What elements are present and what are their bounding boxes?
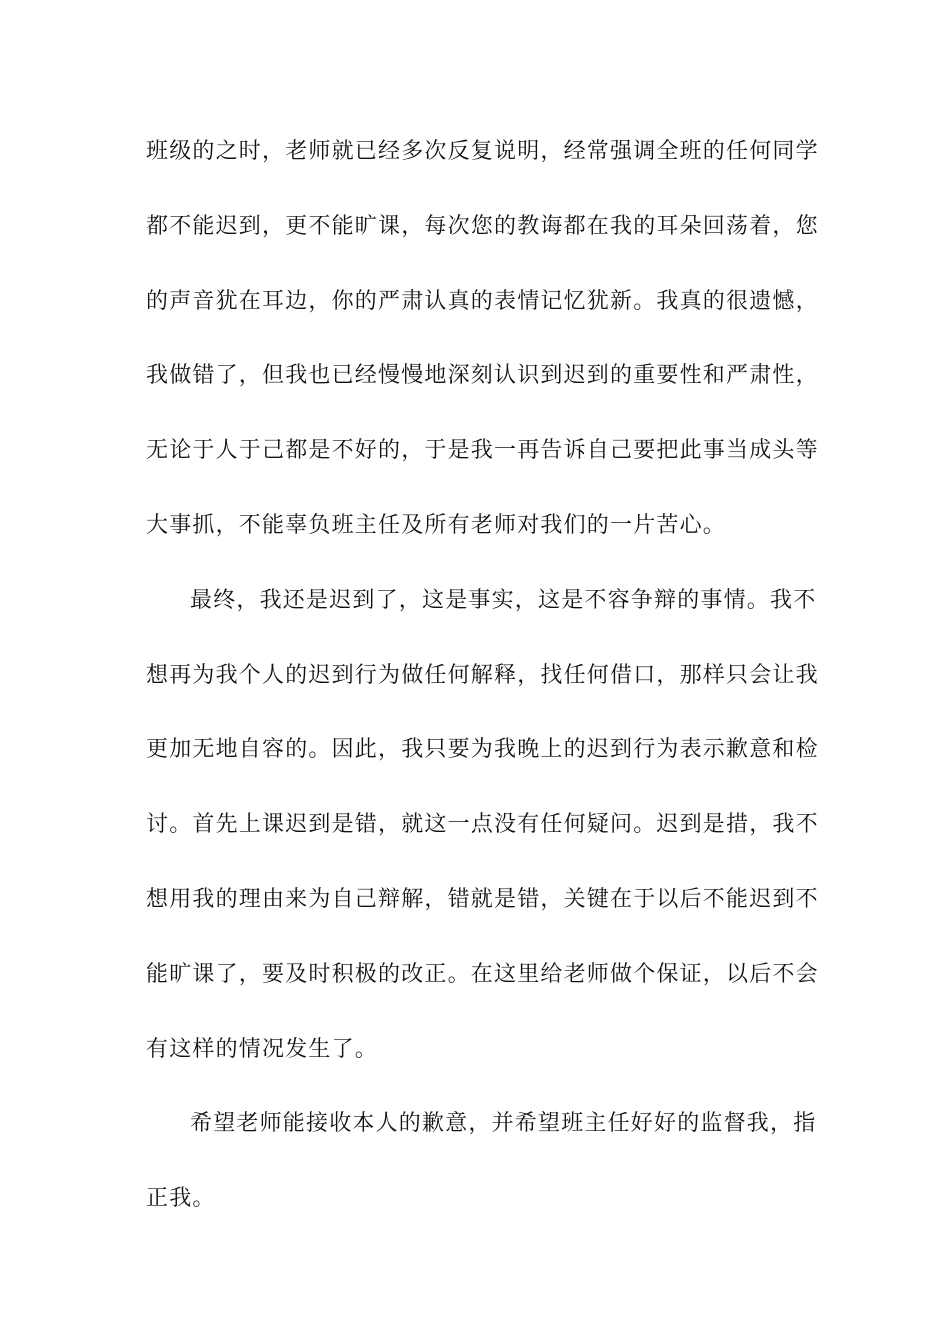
text-line: 更加无地自容的。因此，我只要为我晚上的迟到行为表示歉意和检: [146, 737, 819, 762]
text-line: 我做错了，但我也已经慢慢地深刻认识到迟到的重要性和严肃性，: [146, 363, 819, 388]
text-line: 能旷课了，要及时积极的改正。在这里给老师做个保证，以后不会: [146, 962, 819, 987]
paragraph-first-line: 希望老师能接收本人的歉意，并希望班主任好好的监督我，指: [190, 1111, 817, 1136]
text-line: 班级的之时，老师就已经多次反复说明，经常强调全班的任何同学: [146, 139, 819, 164]
text-line: 无论于人于己都是不好的，于是我一再告诉自己要把此事当成头等: [146, 438, 819, 463]
text-line: 想再为我个人的迟到行为做任何解释，找任何借口，那样只会让我: [146, 663, 819, 688]
paragraph-first-line: 最终，我还是迟到了，这是事实，这是不容争辩的事情。我不: [190, 588, 817, 613]
text-line: 正我。: [146, 1186, 216, 1211]
text-line: 大事抓，不能辜负班主任及所有老师对我们的一片苦心。: [146, 513, 727, 538]
text-line: 想用我的理由来为自己辩解，错就是错，关键在于以后不能迟到不: [146, 887, 819, 912]
text-line: 有这样的情况发生了。: [146, 1037, 379, 1062]
text-line: 讨。首先上课迟到是错，就这一点没有任何疑问。迟到是措，我不: [146, 812, 819, 837]
text-line: 的声音犹在耳边，你的严肃认真的表情记忆犹新。我真的很遗憾，: [146, 289, 819, 314]
text-line: 都不能迟到，更不能旷课，每次您的教诲都在我的耳朵回荡着，您: [146, 214, 819, 239]
